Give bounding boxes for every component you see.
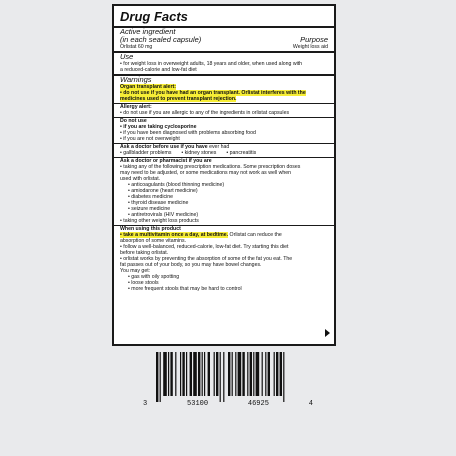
ask-doctor-header-tail: ever had: [207, 144, 230, 150]
ask-doctor-item: • gallbladder problems: [120, 150, 172, 156]
barcode-bar: [238, 352, 242, 396]
organ-transplant-header-text: Organ transplant alert:: [120, 84, 176, 90]
allergy-header: Allergy alert:: [120, 104, 152, 110]
barcode-bar: [204, 352, 205, 396]
active-ingredient: Orlistat 60 mg: [120, 44, 153, 50]
barcode-bar: [216, 352, 218, 396]
use-header: Use: [120, 52, 134, 61]
barcode-bar: [235, 352, 236, 396]
effect-item: • gas with oily spotting: [128, 274, 180, 280]
barcode-bar: [175, 352, 176, 396]
using-item-3: • orlistat works by preventing the absorption of some of the fat you eat. The: [120, 256, 293, 262]
organ-transplant-text-2-row: [120, 96, 328, 102]
when-using-header: When using this product: [120, 226, 181, 232]
using-item-1-cont: absorption of some vitamins.: [120, 238, 187, 244]
active-ingredient-header: [120, 28, 201, 44]
med-item: • seizure medicine: [128, 206, 171, 212]
effect-item: • more frequent stools that may be hard to control: [128, 286, 242, 292]
barcode-bar: [268, 352, 270, 396]
barcode-bar: [186, 352, 187, 396]
med-item: • amiodarone (heart medicine): [128, 188, 198, 194]
barcode-bar: [168, 352, 169, 396]
barcode-bar: [265, 352, 266, 396]
use-text-2: a reduced-calorie and low-fat diet: [120, 67, 197, 73]
barcode-bar: [283, 352, 284, 402]
ask-doctor-header: Ask a doctor before use if you have: [120, 144, 208, 150]
purpose-value: Weight loss aid: [292, 44, 328, 50]
do-not-use-header: Do not use: [120, 118, 147, 124]
using-item-1-tail: Orlistat can reduce the: [228, 232, 282, 238]
med-item: • thyroid disease medicine: [128, 200, 189, 206]
barcode-digit-group: 4: [308, 400, 313, 408]
using-item-3-cont2: You may get:: [120, 268, 151, 274]
drug-facts-panel: [112, 4, 336, 346]
purpose-header: Purpose: [300, 35, 328, 44]
barcode-bar: [220, 352, 221, 402]
using-item-2-cont: before taking orlistat.: [120, 250, 169, 256]
warnings-header: Warnings: [120, 75, 152, 84]
active-ingredient-header-line1: Active ingredient: [120, 27, 176, 36]
barcode-bar: [276, 352, 278, 396]
barcode-bar: [247, 352, 248, 396]
pharm-text-2: may need to be adjusted, or some medications may not work as well when: [120, 170, 291, 176]
barcode-bar: [223, 352, 224, 402]
pharm-text-1: • taking any of the following prescription medications. Some prescription doses: [120, 164, 301, 170]
using-item-2: • follow a well-balanced, reduced-calorie, low-fat diet. Try starting this diet: [120, 244, 289, 250]
barcode-bar: [202, 352, 203, 396]
barcode-bar: [163, 352, 167, 396]
barcode-bar: [228, 352, 230, 396]
pharm-text-3: used with orlistat.: [120, 176, 161, 182]
med-item: • antiretrovirals (HIV medicine): [128, 212, 199, 218]
use-text: • for weight loss in overweight adults, 18 years and older, when used along with: [120, 61, 303, 67]
do-not-use-item-2: • if you have been diagnosed with problems absorbing food: [120, 130, 256, 136]
barcode-bar: [198, 352, 200, 396]
organ-transplant-text-1: • do not use if you have had an organ transplant. Orlistat interferes with the: [120, 90, 306, 96]
med-item: • taking other weight loss products: [120, 218, 199, 224]
ask-pharmacist-header: Ask a doctor or pharmacist if you are: [120, 158, 212, 164]
using-item-3-cont: fat passes out of your body, so you may have bowel changes.: [120, 262, 262, 268]
barcode-bar: [253, 352, 254, 396]
barcode-bar: [190, 352, 192, 396]
allergy-text: • do not use if you are allergic to any of the ingredients in orlistat capsules: [120, 110, 290, 116]
barcode-bar: [156, 352, 158, 402]
barcode-digit-group: 53100: [187, 400, 209, 408]
do-not-use-item-1: • if you are taking cyclosporine: [120, 124, 197, 130]
active-ingredient-header-line2: (in each sealed capsule): [120, 35, 202, 44]
ask-doctor-item: • kidney stones: [181, 150, 217, 156]
ask-doctor-items: [120, 150, 328, 156]
barcode-bar: [242, 352, 244, 396]
active-ingredient-row: [120, 44, 328, 50]
barcode-digit-group: 3: [143, 400, 148, 408]
med-item: • anticoagulants (blood thinning medicine): [128, 182, 225, 188]
organ-transplant-text-2: medicines used to prevent transplant rejection.: [120, 96, 237, 102]
ask-doctor-item: • pancreatitis: [226, 150, 257, 156]
active-ingredient-header-row: [120, 28, 328, 44]
effect-item: • loose stools: [128, 280, 159, 286]
barcode-bar: [256, 352, 260, 396]
med-item: • diabetes medicine: [128, 194, 174, 200]
barcode-bar: [193, 352, 197, 396]
barcode-bar: [182, 352, 184, 396]
barcode-bar: [208, 352, 210, 396]
do-not-use-item-3: • if you are not overweight: [120, 136, 180, 142]
barcode-bar: [262, 352, 263, 396]
barcode-bar: [170, 352, 172, 396]
using-item-1-highlight: • take a multivitamin once a day, at bedtime.: [120, 232, 229, 238]
barcode-digits: [143, 400, 313, 408]
continue-arrow-icon: [325, 329, 330, 337]
barcode-bar: [250, 352, 252, 396]
barcode-bar: [232, 352, 233, 396]
barcode-digit-group: 46925: [247, 400, 269, 408]
barcode-bar: [280, 352, 282, 396]
barcode-bar: [160, 352, 161, 402]
barcode-bar: [180, 352, 181, 396]
barcode-bar: [274, 352, 275, 396]
drug-facts-title: Drug Facts: [114, 10, 334, 28]
barcode-bar: [214, 352, 215, 396]
